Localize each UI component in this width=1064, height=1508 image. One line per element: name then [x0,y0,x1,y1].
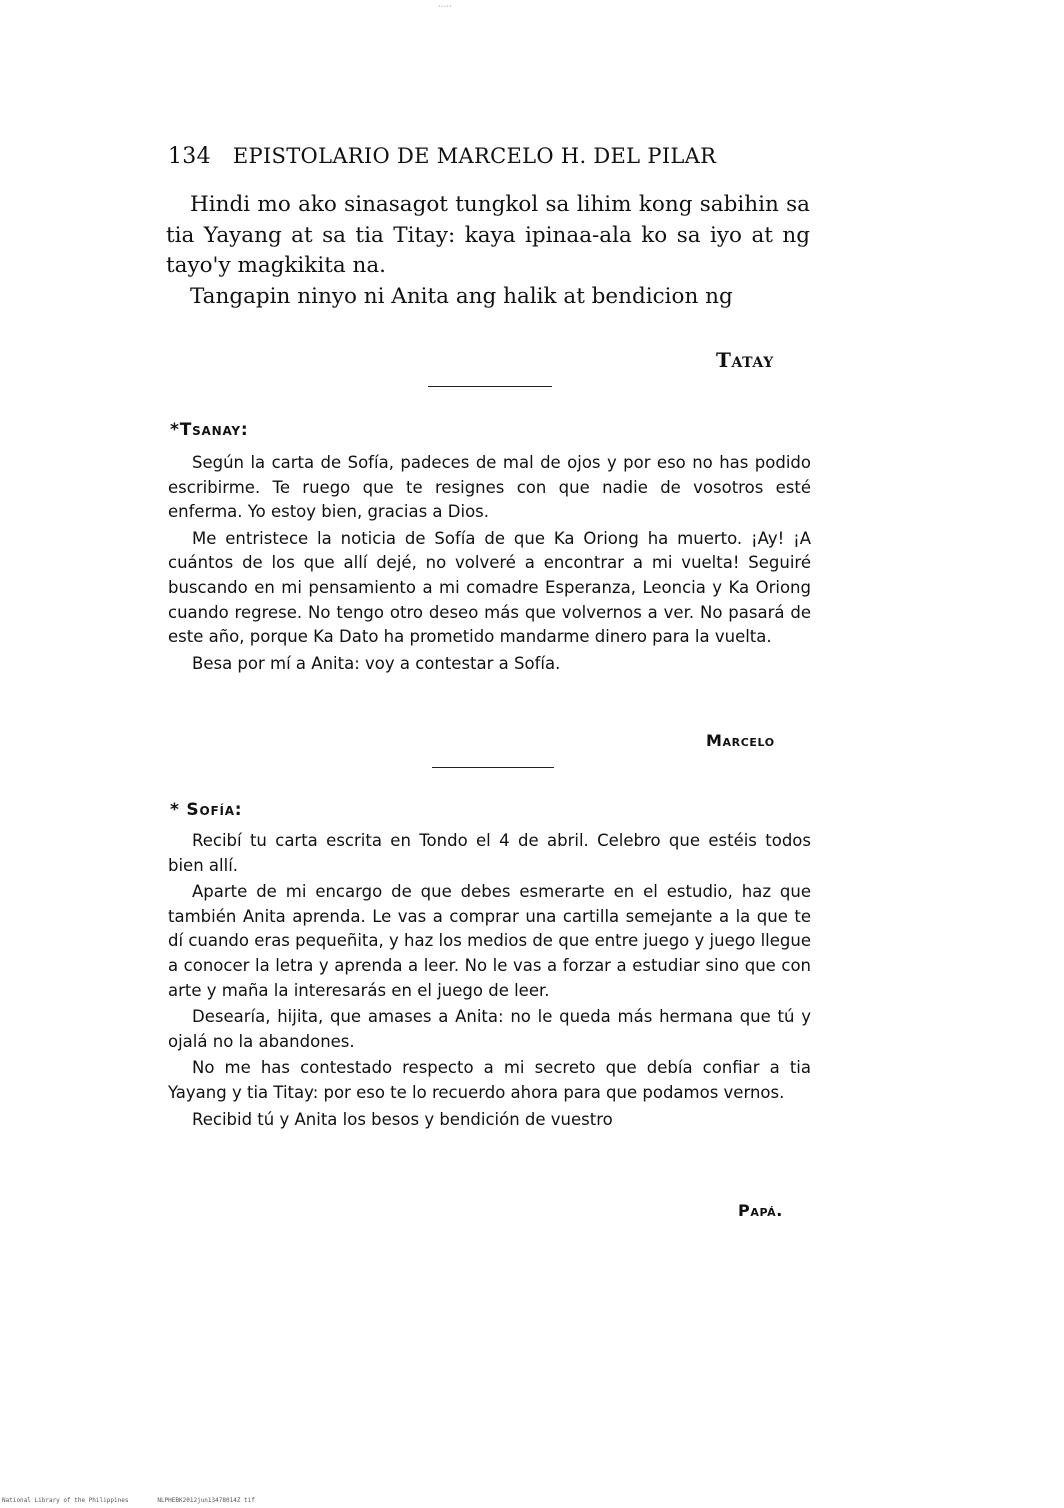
scan-footer [2,1497,255,1504]
running-title: EPISTOLARIO DE MARCELO H. DEL PILAR [232,144,717,168]
letter-tsanay-body [168,451,811,678]
paragraph: Besa por mí a Anita: voy a contestar a Sofía. [192,653,561,673]
paragraph: Recibid tú y Anita los besos y bendición de vuestro [192,1109,613,1129]
running-header [168,144,788,169]
signature-papa: Papá. [738,1201,783,1220]
paragraph: Recibí tu carta escrita en Tondo el 4 de abril. Celebro que estéis todos bien allí. [168,831,811,875]
signature-tatay: Tatay [716,348,774,372]
paragraph: Aparte de mi encargo de que debes esmerarte en el estudio, haz que también Anita aprenda. Le vas a comprar una cartilla semejante a la que te dí cuando eras pequeñita, y haz los medios de que entre juego y juego llegue a conocer la letra y aprenda a leer. No le vas a forzar a estudiar sino que con arte y maña la interesarás en el juego de leer. [168,882,811,1000]
signature-marcelo: Marcelo [706,731,775,750]
salutation-sofia: * Sofía: [170,800,243,820]
scan-id: NLPHEBK2012jun13478014Z tif [157,1497,255,1504]
salutation-tsanay: *Tsanay: [170,420,249,440]
paragraph: Tangapin ninyo ni Anita ang halik at bendicion ng [190,283,733,309]
paragraph: Me entristece la noticia de Sofía de que Ka Oriong ha muerto. ¡Ay! ¡A cuántos de los que allí dejé, no volveré a encontrar a mi vuelta! Seguiré buscando en mi pensamiento a mi comadre Esperanza, Leoncia y Ka Oriong cuando regrese. No tengo otro deseo más que volvernos a ver. No pasará de este año, porque Ka Dato ha prometido mandarme dinero para la vuelta. [168,528,811,647]
paragraph: Hindi mo ako sinasagot tungkol sa lihim kong sabihin sa tia Yayang at sa tia Titay: kaya ipinaa-ala ko sa iyo at ng tayo'y magkikita na. [166,192,810,278]
section-divider [432,767,554,768]
letter-sofia-body [168,829,811,1134]
letter-tagalog-body [166,190,810,312]
paragraph: No me has contestado respecto a mi secreto que debía confiar a tia Yayang y tia Titay: por eso te lo recuerdo ahora para que podamos vernos. [168,1058,811,1102]
page-number: 134 [168,144,211,169]
paragraph: Desearía, hijita, que amases a Anita: no le queda más hermana que tú y ojalá no la abandones. [168,1007,811,1051]
section-divider [428,386,552,387]
scan-credit: National Library of the Philippines [2,1497,129,1504]
paragraph: Según la carta de Sofía, padeces de mal de ojos y por eso no has podido escribirme. Te ruego que te resignes con que nadie de vosotros esté enferma. Yo estoy bien, gracias a Dios. [168,453,811,522]
scan-speck: ⋅⋅⋅⋅⋅ [438,2,452,11]
